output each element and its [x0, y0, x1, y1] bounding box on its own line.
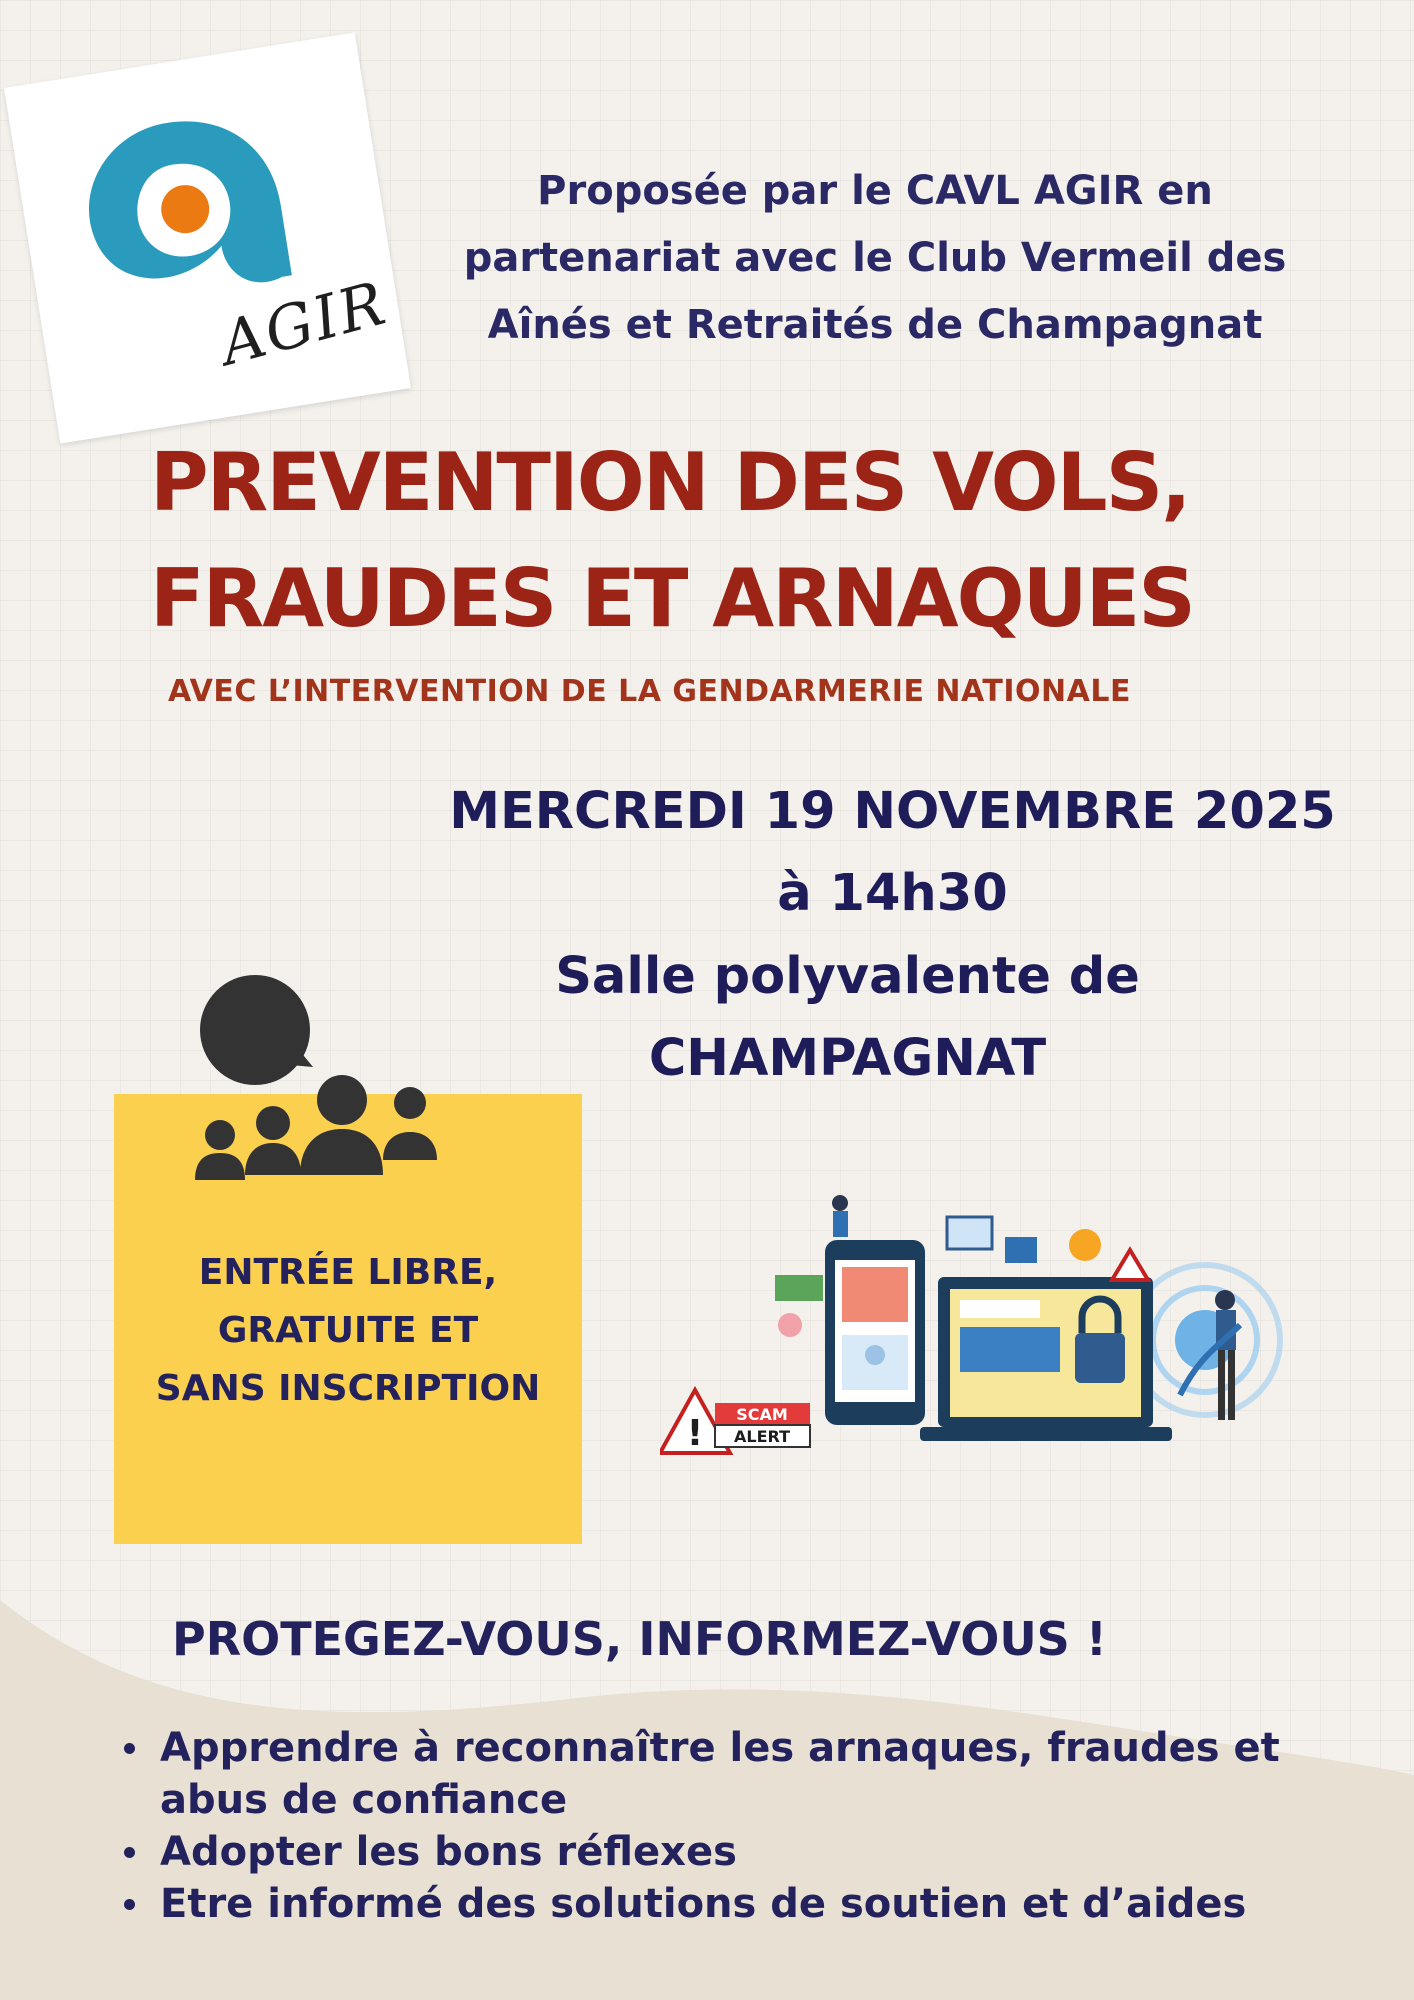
- agir-logo: [4, 32, 411, 443]
- page-title: [150, 425, 1300, 657]
- audience-speech-icon: [195, 975, 455, 1185]
- event-place-line1: Salle polyvalente de: [555, 947, 1140, 1006]
- entry-info-text: [114, 1244, 582, 1418]
- event-date: MERCREDI 19 NOVEMBRE 2025: [449, 782, 1336, 841]
- entry-line: GRATUITE ET: [217, 1310, 479, 1351]
- intro-line: Aînés et Retraités de Champagnat: [487, 302, 1263, 348]
- scam-word: SCAM: [736, 1405, 788, 1424]
- intro-line: Proposée par le CAVL AGIR en: [537, 168, 1213, 214]
- alert-word: ALERT: [733, 1427, 791, 1446]
- slogan: PROTEGEZ-VOUS, INFORMEZ-VOUS !: [172, 1612, 1107, 1666]
- event-details: [405, 772, 1380, 1100]
- intro-line: partenariat avec le Club Vermeil des: [463, 235, 1287, 281]
- intro-text: [395, 158, 1355, 359]
- entry-line: SANS INSCRIPTION: [155, 1368, 541, 1409]
- event-time: à 14h30: [777, 864, 1008, 923]
- list-item: Apprendre à reconnaître les arnaques, fraudes et abus de confiance: [120, 1722, 1360, 1826]
- agir-logo-text: AGIR: [213, 268, 394, 380]
- scam-alert-illustration: [660, 1195, 1300, 1465]
- entry-line: ENTRÉE LIBRE,: [198, 1252, 498, 1293]
- benefits-list: [120, 1722, 1360, 1930]
- event-place-line2: CHAMPAGNAT: [648, 1029, 1047, 1088]
- list-item: Etre informé des solutions de soutien et d’aides: [120, 1878, 1360, 1930]
- list-item: Adopter les bons réflexes: [120, 1826, 1360, 1878]
- subtitle: AVEC L’INTERVENTION DE LA GENDARMERIE NATIONALE: [168, 674, 1131, 709]
- title-line: PREVENTION DES VOLS,: [150, 436, 1190, 529]
- title-line: FRAUDES ET ARNAQUES: [150, 552, 1194, 645]
- svg-text:!: !: [686, 1413, 704, 1454]
